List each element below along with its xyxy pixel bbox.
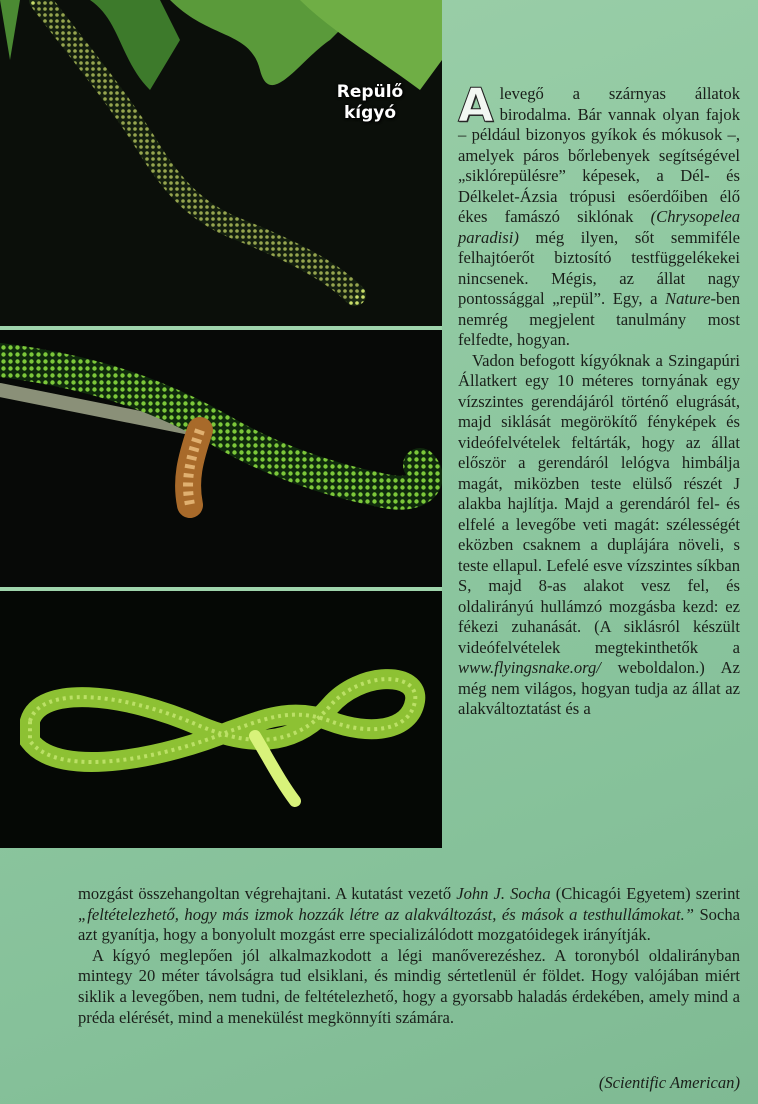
species-name: (Chrysopelea paradisi) [458,207,740,247]
photo-strip [0,0,442,848]
drop-cap: A [458,78,494,132]
website-url: www.flyingsnake.org/ [458,658,601,677]
paragraph: A kígyó meglepően jól alkalmazkodott a légi manőverezéshez. A toronyból oldalirányban mintegy 20 méter távolságra tud elsiklani, és mindig sértetlenül ér földet. Hogy valójában miért siklik a levegőben, nem tudni, de feltételezhető, hogy a gyorsabb haladás érdekében, amely mind a préda elérését, mind a menekülést megkönnyíti számára. [78,945,740,1027]
journal-name: Nature [665,289,711,308]
snake-photo-branch [0,330,442,587]
paragraph: A levegő a szárnyas állatok birodalma. Bár vannak olyan fajok – például bizonyos gyíkok és mókusok –, amelyek páros bőrlebenyek segítségével „siklórepülésre” képesek, a Dél- és Délkelet-Ázsia trópusi esőerdőiben élő ékes famászó siklónak (Chrysopelea paradisi) még ilyen, sőt semmiféle felhajtóerőt biztosító testfüggelékekei nincsenek. Mégis, az állat nagy pontossággal „repül”. Egy, a Nature-ben nemrég megjelent tanulmány most felfedte, hogyan. [458,78,740,349]
snake-photo-hanging [0,0,442,326]
article-column [458,78,740,720]
quotation: „feltételezhető, hogy más izmok hozzák létre az alakváltozást, és mások a testhullámokat.” [78,904,694,924]
article-continued [78,884,740,1028]
source-credit: (Scientific American) [598,1073,740,1092]
paragraph: mozgást összehangoltan végrehajtani. A kutatást vezető John J. Socha (Chicagói Egyetem) szerint „feltételezhető, hogy más izmok hozzák létre az alakváltozást, és mások a testhullámokat.” Socha azt gyanítja, hogy a bonyolult mozgást erre specializálódott mozgatóidegek irányítják. [78,884,741,945]
researcher-name: John J. Socha [456,884,551,903]
article-title: Repülő kígyó [336,82,404,123]
paragraph: Vadon befogott kígyóknak a Szingapúri Állatkert egy 10 méteres tornyának egy vízszintes gerendájáról történő elugrását, majd siklását megörökítő fényképek és videófelvételek feltárták, hogy az állat először a gerendáról lelógva himbálja magát, miközben teste elülső részét J alakba hajlítja. Majd a gerendáról fel- és elfelé a levegőbe veti magát: szélességét eközben csaknem a duplájára növeli, s teste ellapul. Lefelé esve vízszintes síkban S, majd 8-as alakot vesz fel, és oldalirányú hullámzó mozgásba kezd: ez fékezi zuhanását. (A siklásról készült videófelvételek megtekinthetők a www.flyingsnake.org/ weboldalon.) Az még nem világos, hogyan tudja az állat az alakváltoztatást és a [458,350,740,718]
snake-photo-flight [0,591,442,848]
